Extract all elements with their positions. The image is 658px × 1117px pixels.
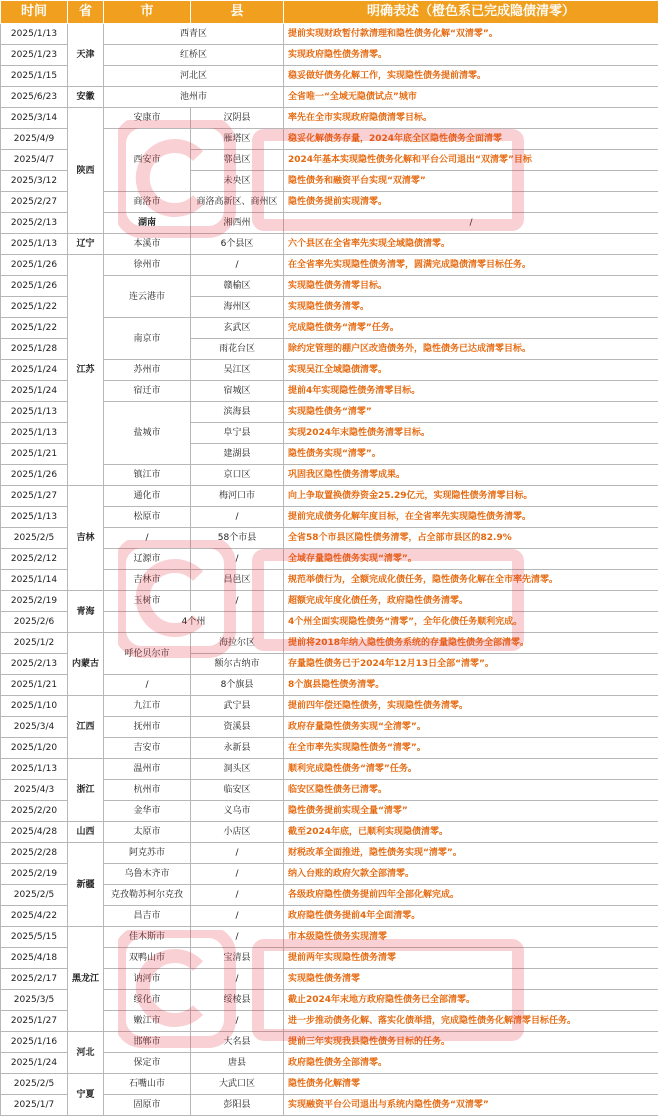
date-cell: 2025/2/19 — [1, 864, 68, 885]
city-cell: 镇江市 — [104, 465, 191, 486]
city-cell: 吉林市 — [104, 570, 191, 591]
table-row — [1, 87, 658, 108]
table-row — [1, 234, 658, 255]
city-cell: 石嘴山市 — [104, 1074, 191, 1095]
date-cell: 2025/3/5 — [1, 990, 68, 1011]
county-cell: 未央区 — [191, 171, 284, 192]
date-cell: 2025/1/14 — [1, 570, 68, 591]
county-cell: 海拉尔区 — [191, 633, 284, 654]
province-cell: 浙江 — [68, 759, 104, 822]
date-cell: 2025/2/27 — [1, 192, 68, 213]
table-row — [1, 843, 658, 864]
date-cell: 2025/1/26 — [1, 255, 68, 276]
description-cell: 全省58个市县区隐性债务清零，占全部市县区的82.9% — [284, 528, 658, 549]
province-cell: 江西 — [68, 696, 104, 759]
date-cell: 2025/6/23 — [1, 87, 68, 108]
date-cell: 2025/1/13 — [1, 759, 68, 780]
province-cell: 陕西 — [68, 108, 104, 234]
table-row — [1, 1074, 658, 1095]
description-cell: 4个州全面实现隐性债务“清零”，全年化债任务顺利完成。 — [284, 612, 658, 633]
date-cell: 2025/1/10 — [1, 696, 68, 717]
date-cell: 2025/1/16 — [1, 1032, 68, 1053]
city-cell: / — [104, 528, 191, 549]
city-cell: 4个州 — [104, 612, 284, 633]
description-cell: 截止2024年末地方政府隐性债务已全部清零。 — [284, 990, 658, 1011]
city-cell: 乌鲁木齐市 — [104, 864, 191, 885]
date-cell: 2025/1/23 — [1, 45, 68, 66]
date-cell: 2025/1/26 — [1, 276, 68, 297]
city-cell: 商洛市 — [104, 192, 191, 213]
city-cell: 苏州市 — [104, 360, 191, 381]
date-cell: 2025/1/24 — [1, 381, 68, 402]
date-cell: 2025/1/20 — [1, 738, 68, 759]
description-cell: 隐性债务提前实现清零。 — [284, 192, 658, 213]
table-row — [1, 633, 658, 654]
county-cell: 汉阴县 — [191, 108, 284, 129]
city-cell: 杭州市 — [104, 780, 191, 801]
city-cell: 西青区 — [104, 24, 284, 45]
city-cell: / — [104, 675, 191, 696]
description-cell: 政府隐性债务全部清零。 — [284, 1053, 658, 1074]
county-cell: 鄠邑区 — [191, 150, 284, 171]
city-cell: 绥化市 — [104, 990, 191, 1011]
city-cell: 连云港市 — [104, 276, 191, 318]
county-cell: 吴江区 — [191, 360, 284, 381]
date-cell: 2025/2/5 — [1, 1074, 68, 1095]
header-county: 县 — [191, 1, 284, 24]
description-cell: 率先在全市实现政府隐债清零目标。 — [284, 108, 658, 129]
county-cell: / — [191, 591, 284, 612]
description-cell: 实现2024年末隐性债务清零目标。 — [284, 423, 658, 444]
description-cell: 隐性债务化解清零 — [284, 1074, 658, 1095]
city-cell: 辽源市 — [104, 549, 191, 570]
county-cell: 小店区 — [191, 822, 284, 843]
county-cell: 商洛高新区、商州区 — [191, 192, 284, 213]
city-cell: 通化市 — [104, 486, 191, 507]
date-cell: 2025/2/17 — [1, 969, 68, 990]
city-cell: 西安市 — [104, 129, 191, 192]
county-cell: 大武口区 — [191, 1074, 284, 1095]
county-cell: 宿城区 — [191, 381, 284, 402]
header-city: 市 — [104, 1, 191, 24]
description-cell: 政府存量隐性债务实现“全清零”。 — [284, 717, 658, 738]
table-body — [1, 24, 658, 1116]
description-cell: 隐性债务提前实现全量“清零” — [284, 801, 658, 822]
province-cell: 江苏 — [68, 255, 104, 486]
description-cell: 六个县区在全省率先实现全域隐债清零。 — [284, 234, 658, 255]
date-cell: 2025/1/13 — [1, 507, 68, 528]
county-cell: 武宁县 — [191, 696, 284, 717]
description-cell: 巩固我区隐性债务清零成果。 — [284, 465, 658, 486]
city-cell: 呼伦贝尔市 — [104, 633, 191, 675]
city-cell: 太原市 — [104, 822, 191, 843]
header-date: 时间 — [1, 1, 68, 24]
table-row — [1, 108, 658, 129]
date-cell: 2025/2/5 — [1, 885, 68, 906]
description-cell: 提前四年偿还隐性债务，实现隐性债务清零。 — [284, 696, 658, 717]
table-row — [1, 927, 658, 948]
city-cell: 九江市 — [104, 696, 191, 717]
description-cell: 除约定管理的棚户区改造债务外，隐性债务已达成清零目标。 — [284, 339, 658, 360]
table-row — [1, 822, 658, 843]
city-cell: 克孜勒苏柯尔克孜 — [104, 885, 191, 906]
county-cell: 义乌市 — [191, 801, 284, 822]
city-cell: 讷河市 — [104, 969, 191, 990]
date-cell: 2025/1/7 — [1, 1095, 68, 1116]
description-cell: 实现隐性债务清零。 — [284, 297, 658, 318]
county-cell: 大名县 — [191, 1032, 284, 1053]
county-cell: 资溪县 — [191, 717, 284, 738]
description-cell: 2024年基本实现隐性债务化解和平台公司退出“双清零”目标 — [284, 150, 658, 171]
date-cell: 2025/1/13 — [1, 402, 68, 423]
province-cell: 湖南 — [104, 213, 191, 234]
date-cell: 2025/2/19 — [1, 591, 68, 612]
date-cell: 2025/1/28 — [1, 339, 68, 360]
county-cell: / — [191, 507, 284, 528]
date-cell: 2025/1/24 — [1, 360, 68, 381]
description-cell: 完成隐性债务“清零”任务。 — [284, 318, 658, 339]
description-cell: 在全市率先实现隐性债务“清零”。 — [284, 738, 658, 759]
city-cell: 佳木斯市 — [104, 927, 191, 948]
county-cell: 玄武区 — [191, 318, 284, 339]
city-cell: 固原市 — [104, 1095, 191, 1116]
description-cell: 实现吴江全域隐债清零。 — [284, 360, 658, 381]
county-cell: 8个旗县 — [191, 675, 284, 696]
county-cell: 海州区 — [191, 297, 284, 318]
province-cell: 河北 — [68, 1032, 104, 1074]
date-cell: 2025/2/28 — [1, 843, 68, 864]
city-cell: 盐城市 — [104, 402, 191, 465]
description-cell: 超额完成年度化债任务，政府隐性债务清零。 — [284, 591, 658, 612]
city-cell: 昌吉市 — [104, 906, 191, 927]
county-cell: 梅河口市 — [191, 486, 284, 507]
date-cell: 2025/1/13 — [1, 24, 68, 45]
description-cell: 隐性债务和融资平台实现“双清零” — [284, 171, 658, 192]
date-cell: 2025/1/27 — [1, 486, 68, 507]
description-cell: 实现隐性债务清零目标。 — [284, 276, 658, 297]
city-cell: 阿克苏市 — [104, 843, 191, 864]
description-cell: 隐性债务实现“清零”。 — [284, 444, 658, 465]
county-cell: 阜宁县 — [191, 423, 284, 444]
description-cell: 纳入台账的政府欠款全部清零。 — [284, 864, 658, 885]
description-cell: 提前两年实现隐性债务清零 — [284, 948, 658, 969]
province-cell: 吉林 — [68, 486, 104, 591]
county-cell: / — [191, 843, 284, 864]
description-cell: 在全省率先实现隐性债务清零，圆满完成隐债清零目标任务。 — [284, 255, 658, 276]
description-cell: 稳妥做好债务化解工作，实现隐性债务提前清零。 — [284, 66, 658, 87]
province-cell: 安徽 — [68, 87, 104, 108]
city-cell: 金华市 — [104, 801, 191, 822]
date-cell: 2025/2/5 — [1, 528, 68, 549]
description-cell: 稳妥化解债务存量，2024年底全区隐性债务全面清零 — [284, 129, 658, 150]
county-cell: 58个市县 — [191, 528, 284, 549]
county-cell: 额尔古纳市 — [191, 654, 284, 675]
city-cell: 邯郸市 — [104, 1032, 191, 1053]
description-cell: 向上争取置换债券资金25.29亿元，实现隐性债务清零目标。 — [284, 486, 658, 507]
province-cell: 辽宁 — [68, 234, 104, 255]
city-cell: 抚州市 — [104, 717, 191, 738]
date-cell: 2025/4/28 — [1, 822, 68, 843]
table-header-row — [1, 1, 658, 24]
date-cell: 2025/2/13 — [1, 654, 68, 675]
date-cell: 2025/4/9 — [1, 129, 68, 150]
description-cell: 规范举债行为，全额完成化债任务，隐性债务化解在全市率先清零。 — [284, 570, 658, 591]
province-cell: 新疆 — [68, 843, 104, 927]
date-cell: 2025/3/12 — [1, 171, 68, 192]
county-cell: / — [191, 864, 284, 885]
description-cell: 实现融资平台公司退出与系统内隐性债务“双清零” — [284, 1095, 658, 1116]
description-cell: 财税改革全面推进，隐性债务实现“清零”。 — [284, 843, 658, 864]
province-cell: 山西 — [68, 822, 104, 843]
county-cell: 临安区 — [191, 780, 284, 801]
description-cell: 实现政府隐性债务清零。 — [284, 45, 658, 66]
date-cell: 2025/1/21 — [1, 675, 68, 696]
county-cell: 滨海县 — [191, 402, 284, 423]
date-cell: 2025/5/15 — [1, 927, 68, 948]
date-cell: 2025/1/13 — [1, 423, 68, 444]
city-cell: 池州市 — [104, 87, 284, 108]
province-cell: 天津 — [68, 24, 104, 87]
date-cell: 2025/2/13 — [1, 213, 68, 234]
date-cell: 2025/1/26 — [1, 465, 68, 486]
date-cell: 2025/2/20 — [1, 801, 68, 822]
county-cell: / — [191, 1011, 284, 1032]
description-cell: 进一步推动债务化解、落实化债举措，完成隐性债务化解清零目标任务。 — [284, 1011, 658, 1032]
date-cell: 2025/4/7 — [1, 150, 68, 171]
province-cell: 黑龙江 — [68, 927, 104, 1032]
province-cell: 宁夏 — [68, 1074, 104, 1116]
description-cell: 政府隐性债务提前4年全面清零。 — [284, 906, 658, 927]
county-cell: / — [191, 969, 284, 990]
county-cell: / — [191, 885, 284, 906]
city-cell: 宿迁市 — [104, 381, 191, 402]
description-cell: 市本级隐性债务实现清零 — [284, 927, 658, 948]
county-cell: / — [191, 255, 284, 276]
table-row — [1, 486, 658, 507]
county-cell: / — [284, 213, 658, 234]
description-cell: 实现隐性债务“清零” — [284, 402, 658, 423]
description-cell: 全省唯一“全域无隐债试点”城市 — [284, 87, 658, 108]
county-cell: 永新县 — [191, 738, 284, 759]
description-cell: 实现隐性债务清零 — [284, 969, 658, 990]
date-cell: 2025/1/15 — [1, 66, 68, 87]
date-cell: 2025/4/3 — [1, 780, 68, 801]
table-row — [1, 1032, 658, 1053]
county-cell: 宝清县 — [191, 948, 284, 969]
description-cell: 全域存量隐性债务实现“清零”。 — [284, 549, 658, 570]
city-cell: 保定市 — [104, 1053, 191, 1074]
county-cell: 绥棱县 — [191, 990, 284, 1011]
county-cell: 彭阳县 — [191, 1095, 284, 1116]
county-cell: / — [191, 549, 284, 570]
county-cell: 赣榆区 — [191, 276, 284, 297]
city-cell: 徐州市 — [104, 255, 191, 276]
description-cell: 提前三年实现我县隐性债务目标的任务。 — [284, 1032, 658, 1053]
table-row — [1, 759, 658, 780]
description-cell: 顺利完成隐性债务“清零”任务。 — [284, 759, 658, 780]
date-cell: 2025/4/22 — [1, 906, 68, 927]
description-cell: 提前4年实现隐性债务清零目标。 — [284, 381, 658, 402]
city-cell: 湘西州 — [191, 213, 284, 234]
description-cell: 提前实现财政暂付款清理和隐性债务化解“双清零”。 — [284, 24, 658, 45]
date-cell: 2025/2/12 — [1, 549, 68, 570]
city-cell: 河北区 — [104, 66, 284, 87]
city-cell: 安康市 — [104, 108, 191, 129]
date-cell: 2025/1/13 — [1, 234, 68, 255]
table-row — [1, 696, 658, 717]
city-cell: 双鸭山市 — [104, 948, 191, 969]
date-cell: 2025/2/6 — [1, 612, 68, 633]
county-cell: 雨花台区 — [191, 339, 284, 360]
county-cell: / — [191, 906, 284, 927]
date-cell: 2025/1/21 — [1, 444, 68, 465]
city-cell: 本溪市 — [104, 234, 191, 255]
date-cell: 2025/1/22 — [1, 318, 68, 339]
description-cell: 提前将2018年纳入隐性债务系统的存量隐性债务全部清零。 — [284, 633, 658, 654]
county-cell: / — [191, 927, 284, 948]
description-cell: 各级政府隐性债务提前四年全部化解完成。 — [284, 885, 658, 906]
description-cell: 8个旗县隐性债务清零。 — [284, 675, 658, 696]
county-cell: 雁塔区 — [191, 129, 284, 150]
county-cell: 建湖县 — [191, 444, 284, 465]
header-description: 明确表述（橙色系已完成隐债清零） — [284, 1, 658, 24]
county-cell: 6个县区 — [191, 234, 284, 255]
province-cell: 内蒙古 — [68, 633, 104, 696]
city-cell: 松原市 — [104, 507, 191, 528]
date-cell: 2025/1/24 — [1, 1053, 68, 1074]
description-cell: 截至2024年底，已顺利实现隐债清零。 — [284, 822, 658, 843]
date-cell: 2025/1/27 — [1, 1011, 68, 1032]
city-cell: 红桥区 — [104, 45, 284, 66]
date-cell: 2025/1/2 — [1, 633, 68, 654]
city-cell: 玉树市 — [104, 591, 191, 612]
description-cell: 存量隐性债务已于2024年12月13日全部“清零”。 — [284, 654, 658, 675]
date-cell: 2025/3/4 — [1, 717, 68, 738]
header-province: 省 — [68, 1, 104, 24]
city-cell: 南京市 — [104, 318, 191, 360]
city-cell: 嫩江市 — [104, 1011, 191, 1032]
county-cell: 京口区 — [191, 465, 284, 486]
county-cell: 洞头区 — [191, 759, 284, 780]
table-row — [1, 255, 658, 276]
date-cell: 2025/3/14 — [1, 108, 68, 129]
county-cell: 昌邑区 — [191, 570, 284, 591]
table-row — [1, 591, 658, 612]
county-cell: 唐县 — [191, 1053, 284, 1074]
date-cell: 2025/1/22 — [1, 297, 68, 318]
table-row — [1, 24, 658, 45]
description-cell: 提前完成债务化解年度目标，在全省率先实现隐性债务清零。 — [284, 507, 658, 528]
city-cell: 温州市 — [104, 759, 191, 780]
date-cell: 2025/4/18 — [1, 948, 68, 969]
description-cell: 临安区隐性债务已清零。 — [284, 780, 658, 801]
province-cell: 青海 — [68, 591, 104, 633]
city-cell: 吉安市 — [104, 738, 191, 759]
